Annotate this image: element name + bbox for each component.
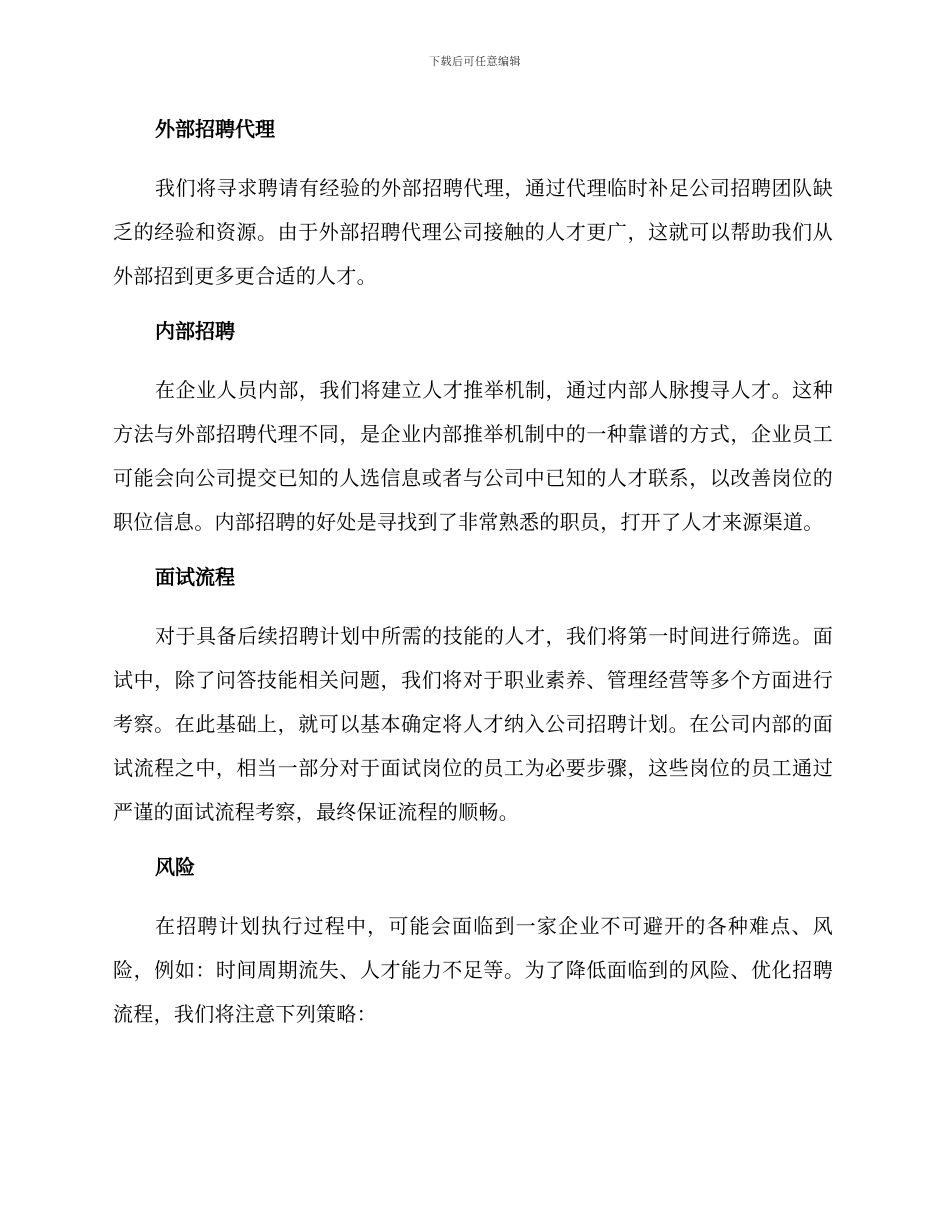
section-risk [113, 850, 833, 1036]
section-paragraph: 对于具备后续招聘计划中所需的技能的人才，我们将第一时间进行筛选。面试中，除了问答技能相关问题，我们将对于职业素养、管理经营等多个方面进行考察。在此基础上，就可以基本确定将人才纳入公司招聘计划。在公司内部的面试流程之中，相当一部分对于面试岗位的员工为必要步骤，这些岗位的员工通过严谨的面试流程考察，最终保证流程的顺畅。 [113, 624, 833, 824]
section-internal-recruitment [113, 314, 833, 544]
section-paragraph: 在企业人员内部，我们将建立人才推举机制，通过内部人脉搜寻人才。这种方法与外部招聘代理不同，是企业内部推举机制中的一种靠谱的方式，企业员工可能会向公司提交已知的人选信息或者与公司中已知的人才联系，以改善岗位的职位信息。内部招聘的好处是寻找到了非常熟悉的职员，打开了人才来源渠道。 [113, 378, 833, 534]
section-paragraph: 我们将寻求聘请有经验的外部招聘代理，通过代理临时补足公司招聘团队缺乏的经验和资源。由于外部招聘代理公司接触的人才更广，这就可以帮助我们从外部招到更多更合适的人才。 [113, 176, 833, 288]
section-heading: 面试流程 [155, 565, 235, 589]
section-interview-process [113, 560, 833, 834]
section-external-recruitment-agency [113, 112, 833, 298]
section-heading: 外部招聘代理 [155, 117, 275, 141]
section-paragraph: 在招聘计划执行过程中，可能会面临到一家企业不可避开的各种难点、风险，例如：时间周期流失、人才能力不足等。为了降低面临到的风险、优化招聘流程，我们将注意下列策略： [113, 914, 833, 1026]
page-header: 下载后可任意编辑 [429, 55, 521, 68]
section-heading: 风险 [155, 855, 195, 879]
document-body [113, 112, 833, 1052]
section-heading: 内部招聘 [155, 319, 235, 343]
